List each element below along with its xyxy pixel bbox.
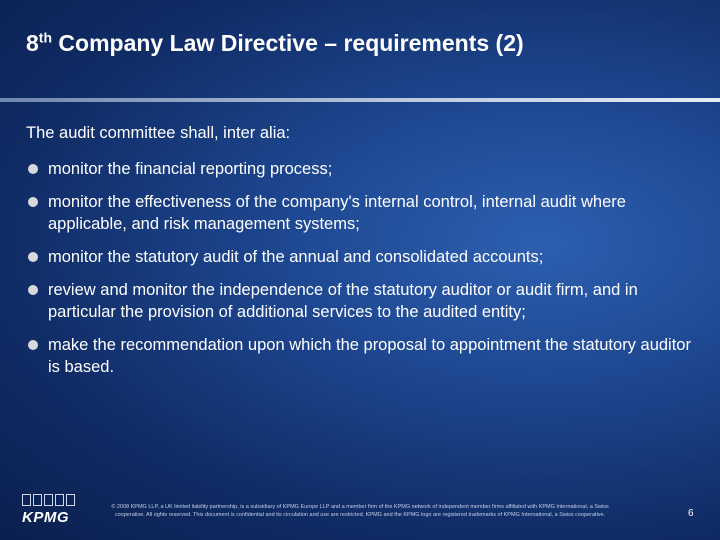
bullet-text: review and monitor the independence of the statutory auditor or audit firm, and in particular the provision of additional services to the audited entity; bbox=[48, 281, 638, 321]
bullet-dot-icon bbox=[28, 340, 38, 350]
title-prefix: 8 bbox=[26, 30, 39, 56]
bullet-item bbox=[28, 334, 698, 378]
bullet-dot-icon bbox=[28, 252, 38, 262]
title-divider bbox=[0, 98, 720, 102]
bullet-item bbox=[28, 191, 698, 235]
intro-text: The audit committee shall, inter alia: bbox=[26, 124, 291, 142]
title-text: Company Law Directive – requirements (2) bbox=[52, 30, 524, 56]
bullet-dot-icon bbox=[28, 197, 38, 207]
bullet-item bbox=[28, 158, 698, 180]
kpmg-logo bbox=[22, 494, 78, 528]
bullet-dot-icon bbox=[28, 164, 38, 174]
footer-legal-text: © 2008 KPMG LLP, a UK limited liability partnership, is a subsidiary of KPMG Europe LLP and a member firm of the KPMG network of independent member firms affiliated with KPMG International, a Swiss cooperative. All rights reserved. This document is confidential and its circulation and use are restricted. KPMG and the KPMG logo are registered trademarks of KPMG International, a Swiss cooperative. bbox=[111, 504, 609, 518]
page-number: 6 bbox=[688, 508, 694, 519]
logo-bars-icon bbox=[22, 494, 78, 506]
bullet-text: monitor the statutory audit of the annual and consolidated accounts; bbox=[48, 248, 544, 266]
bullet-text: monitor the financial reporting process; bbox=[48, 160, 333, 178]
title-superscript: th bbox=[38, 29, 53, 46]
logo-text: KPMG bbox=[22, 509, 69, 526]
bullet-text: monitor the effectiveness of the company's internal control, internal audit where applicable, and risk management systems; bbox=[48, 193, 626, 233]
bullet-item bbox=[28, 279, 698, 323]
bullet-list bbox=[28, 158, 698, 389]
bullet-text: make the recommendation upon which the proposal to appointment the statutory auditor is based. bbox=[48, 336, 691, 376]
bullet-dot-icon bbox=[28, 285, 38, 295]
bullet-item bbox=[28, 246, 698, 268]
slide-title bbox=[26, 30, 524, 57]
